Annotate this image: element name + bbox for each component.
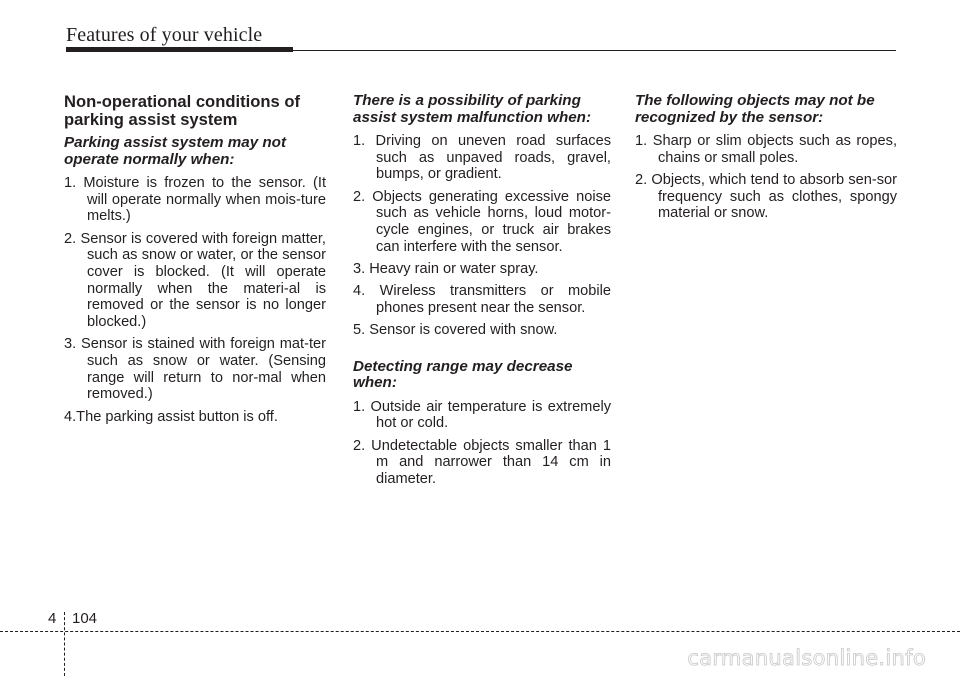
list-item: 2. Undetectable objects smaller than 1 m and narrower than 14 cm in diameter. — [353, 437, 611, 488]
list-item: 1. Driving on uneven road surfaces such as unpaved roads, gravel, bumps, or gradient. — [353, 133, 611, 183]
list-item: 2. Sensor is covered with foreign matter, such as snow or water, or the sensor cover is blocked. (It will operate normally when the materi-al is removed or the sensor is no longer blocked.) — [64, 230, 326, 331]
watermark-text: carmanualsonline.info — [687, 646, 926, 670]
list-item: 2. Objects, which tend to absorb sen-sor frequency such as clothes, spongy material or snow. — [635, 171, 897, 222]
subhead-detecting-range: Detecting range may decrease when: — [353, 357, 573, 392]
list-detecting-range — [353, 399, 611, 488]
column-middle — [353, 93, 611, 493]
list-item: 4.The parking assist button is off. — [64, 408, 278, 425]
subhead-may-not-operate: Parking assist system may not operate normally when: — [64, 134, 287, 168]
page-header-title: Features of your vehicle — [66, 24, 263, 46]
section-title: Non-operational conditions of parking assist system — [64, 92, 300, 129]
header-rule-thick — [66, 47, 293, 52]
list-item: 3. Heavy rain or water spray. — [353, 260, 539, 277]
subhead-not-recognized: The following objects may not be recognized by the sensor: — [635, 92, 875, 126]
list-item: 1. Moisture is frozen to the sensor. (It will operate normally when mois-ture melts.) — [64, 175, 326, 225]
header-rule-thin — [293, 50, 896, 51]
footer-dashed-rule — [0, 631, 960, 632]
list-item: 5. Sensor is covered with snow. — [353, 322, 558, 339]
column-right — [635, 93, 897, 228]
list-item: 4. Wireless transmitters or mobile phones present near the sensor. — [353, 283, 611, 316]
list-item: 3. Sensor is stained with foreign mat-ter such as snow or water. (Sensing range will return to nor-mal when removed.) — [64, 336, 326, 403]
subhead-malfunction: There is a possibility of parking assist system malfunction when: — [353, 92, 592, 126]
footer-divider — [64, 612, 65, 676]
list-item: 2. Objects generating excessive noise such as vehicle horns, loud motor-cycle engines, or truck air brakes can interfere with the sensor. — [353, 188, 611, 255]
column-left — [64, 93, 326, 431]
list-malfunction — [353, 133, 611, 339]
footer-page-number: 104 — [72, 610, 98, 627]
list-may-not-operate — [64, 175, 326, 425]
list-item: 1. Outside air temperature is extremely hot or cold. — [353, 398, 611, 432]
footer-section-number: 4 — [48, 610, 57, 627]
list-item: 1. Sharp or slim objects such as ropes, chains or small poles. — [635, 133, 897, 166]
list-not-recognized — [635, 133, 897, 222]
